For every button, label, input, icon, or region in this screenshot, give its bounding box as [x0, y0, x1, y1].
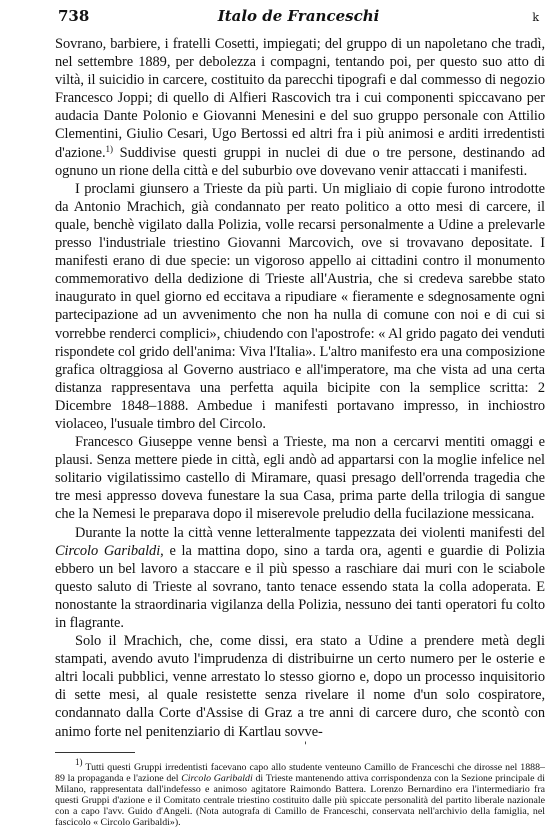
- paragraph-1: [55, 35, 545, 180]
- footnote-ref[interactable]: 1): [105, 143, 113, 154]
- page-header: [52, 7, 545, 29]
- circolo-garibaldi-italic: Circolo Garibaldi: [55, 542, 161, 559]
- paragraph-4-text-a: Durante la notte la città venne letteralmente tappezzata dei violenti manifesti del: [75, 524, 545, 541]
- header-mark: k: [532, 11, 539, 24]
- footnote: [55, 757, 545, 829]
- paragraph-4-text-b: , e la mattina dopo, sino a tarda ora, agenti e guardie di Polizia ebbero un bel lavoro a staccare e il più spesso a raschiare dai muri con le sciabole questo saluto di Trieste al sovrano, tanto tenace essendo stata la colla adoperata. E nonostante la straordinaria vigilanza della Polizia, nessuno dei tanti operatori fu colto in flagrante.: [55, 542, 545, 631]
- paragraph-1-text-b: Suddivise questi gruppi in nuclei di due o tre persone, destinando ad ognuno un rione della città e del suburbio ove dovevano venir attaccati i manifesti.: [55, 144, 545, 179]
- footnote-text-b: di Trieste mantenendo attiva corrispondenza con la Sezione principale di Milano, rappresentata dall'indefesso e animoso agitatore Raimondo Battera. Lorenzo Bernardino era l'intermediario fra questi Gruppi d'azione e il Comitato centrale triestino costituito dalle più spiccate personalità del partito liberale nazionale con a capo l'avv. Guido d'Angeli. (Nota autografa di Camillo de Franceschi, conservata nell'archivio della famiglia, nel fascicolo « Circolo Garibaldi»).: [55, 773, 545, 829]
- running-title: Italo de Franceschi: [217, 7, 380, 25]
- paragraph-4: [55, 524, 545, 633]
- footnote-marker: 1): [75, 757, 83, 767]
- footnote-divider: [55, 752, 135, 753]
- body-text: [55, 35, 545, 741]
- footnote-text-a: Tutti questi Gruppi irredentisti facevano capo allo studente venteuno Camillo de Franceschi che dirosse nel 1888–89 la propaganda e l'azione del: [55, 762, 545, 785]
- footnote-circolo-italic: Circolo Garibaldi: [181, 773, 253, 785]
- paragraph-5: Solo il Mrachich, che, come dissi, era stato a Udine a prendere metà degli stampati, avendo avuto l'imprudenza di distribuirne un certo numero per le osterie e altri locali pubblici, venne arrestato lo stesso giorno e, dopo un processo inquisitorio di sette mesi, al quale resistette senza rivelare il nome d'un solo cospiratore, condannato dalla Corte d'Assise di Graz a tre anni di carcere duro, che scontò con animo forte nel penitenziario di Kartlau sovve-: [55, 633, 545, 740]
- paragraph-2: I proclami giunsero a Trieste da più parti. Un migliaio di copie furono introdotte da Antonio Mrachich, già condannato per reato politico a otto mesi di carcere, il quale, benchè vigilato dalla Polizia, volle recarsi personalmente a Udine a prelevarle presso l'industriale triestino Giovanni Marcovich, ove si trovavano depositate. I manifesti erano di due specie: un vigoroso appello ai cittadini contro il monumento commemorativo della dedizione di Trieste all'Austria, che si credeva sarebbe stato inaugurato in quel giorno ed eccitava a ripudiare « fieramente e sdegnosamente ogni partecipazione ad un avvenimento che non ha nulla di comune con noi e di cui si vorrebbe renderci complici», chiudendo con l'apostrofe: « Al grido pagato dei venduti rispondete col grido dell'anima: Viva l'Italia». L'altro manifesto era una composizione grafica oltraggiosa al Governo austriaco e all'imperatore, ma che vista ad una certa distanza rappresentava una perfetta aquila bicipite con la semplice scritta: 2 Dicembre 1848–1888. Ambedue i manifesti portavano impresso, in inchiostro violaceo, l'usuale timbro del Circolo.: [55, 180, 545, 432]
- paragraph-1-text-a: Sovrano, barbiere, i fratelli Cosetti, impiegati; del gruppo di un napoletano che tradì, nel settembre 1889, per debolezza i compagni, tentando poi, per questo suo atto di viltà, il suicidio in carcere, costituito da parecchi tipografi e dal commesso di negozio Francesco Joppi; di quello di Alfieri Rascovich tra i cui componenti spiccavano per audacia Dante Polonio e Giovanni Menesini e del suo gruppo personale con Attilio Clementini, Giulio Cesari, Ugo Bertossi ed altri fra i più animosi e arditi irredentisti d'azione.: [55, 36, 545, 161]
- page-number: 738: [58, 7, 90, 25]
- stray-mark: ': [304, 741, 307, 752]
- paragraph-3: Francesco Giuseppe venne bensì a Trieste, ma non a cercarvi mentiti omaggi e plausi. Senza mettere piede in città, egli andò ad appartarsi con la moglie infelice nel solitario vigilatissimo castello di Miramare, quasi presago dell'orrenda tragedia che tre mesi appresso doveva funestare la sua Casa, prima parte della trilogia di sangue che la Nemesi le preparava dopo il miserevole preludio della fucilazione messicana.: [55, 434, 545, 523]
